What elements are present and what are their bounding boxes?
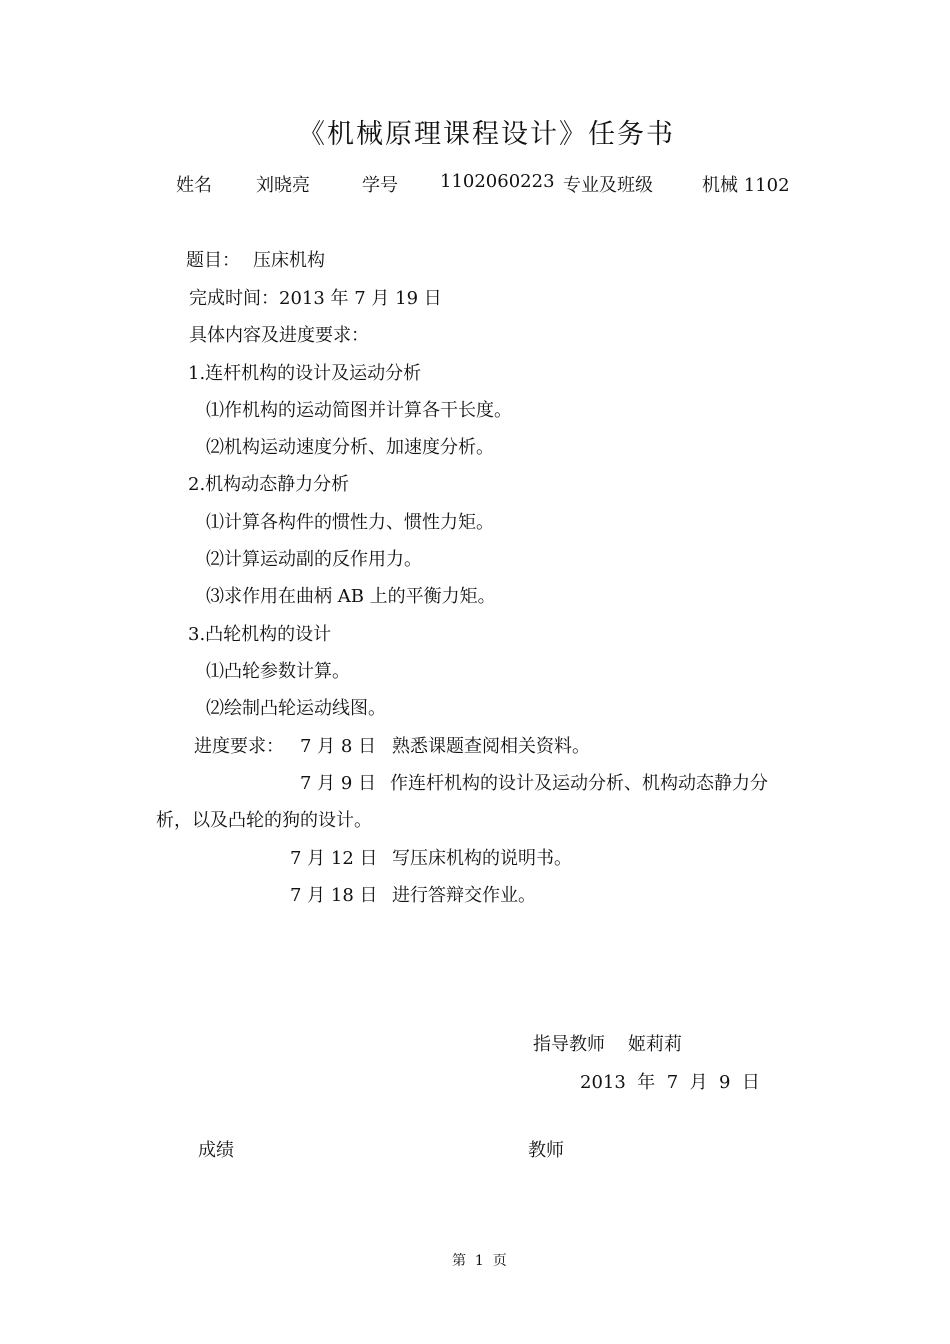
schedule-task: 进行答辩交作业。	[392, 885, 536, 906]
name-value: 刘晓亮	[256, 175, 310, 196]
document-title: 《机械原理课程设计》任务书	[298, 119, 675, 150]
schedule-date: 7 月 9 日	[300, 773, 377, 794]
topic-value: 压床机构	[253, 250, 325, 271]
page-number: 第 1 页	[452, 1253, 507, 1269]
supervisor-label: 指导教师	[533, 1034, 605, 1055]
student-id-value: 1102060223	[440, 171, 555, 192]
schedule-task-continued: 析，以及凸轮的狗的设计。	[156, 810, 372, 831]
content-heading: 具体内容及进度要求：	[189, 325, 369, 346]
list-item: ⑵机构运动速度分析、加速度分析。	[206, 437, 494, 458]
schedule-task: 写压床机构的说明书。	[392, 848, 572, 869]
list-item: ⑴凸轮参数计算。	[206, 661, 350, 682]
student-id-label: 学号	[362, 175, 398, 196]
schedule-date: 7 月 8 日	[300, 736, 377, 757]
list-item: ⑵绘制凸轮运动线图。	[206, 698, 386, 719]
schedule-task: 熟悉课题查阅相关资料。	[392, 736, 590, 757]
schedule-date: 7 月 12 日	[290, 848, 378, 869]
schedule-label: 进度要求：	[194, 736, 284, 757]
list-item: ⑴计算各构件的惯性力、惯性力矩。	[206, 512, 494, 533]
supervisor-name: 姬莉莉	[628, 1034, 682, 1055]
grade-label: 成绩	[198, 1140, 234, 1161]
schedule-date: 7 月 18 日	[290, 885, 378, 906]
deadline-text: 完成时间：2013 年 7 月 19 日	[189, 288, 442, 309]
section-title: 2.机构动态静力分析	[188, 474, 350, 495]
supervisor-date: 2013 年 7 月 9 日	[580, 1072, 760, 1093]
section-title: 3.凸轮机构的设计	[188, 624, 332, 645]
section-title: 1.连杆机构的设计及运动分析	[188, 363, 422, 384]
teacher-signature-label: 教师	[528, 1140, 564, 1161]
class-value: 机械 1102	[702, 175, 790, 196]
list-item: ⑴作机构的运动简图并计算各干长度。	[206, 400, 512, 421]
list-item: ⑵计算运动副的反作用力。	[206, 549, 422, 570]
schedule-task: 作连杆机构的设计及运动分析、机构动态静力分	[390, 773, 768, 794]
topic-label: 题目：	[186, 250, 240, 271]
list-item: ⑶求作用在曲柄 AB 上的平衡力矩。	[206, 586, 496, 607]
name-label: 姓名	[176, 175, 212, 196]
class-label: 专业及班级	[563, 175, 653, 196]
